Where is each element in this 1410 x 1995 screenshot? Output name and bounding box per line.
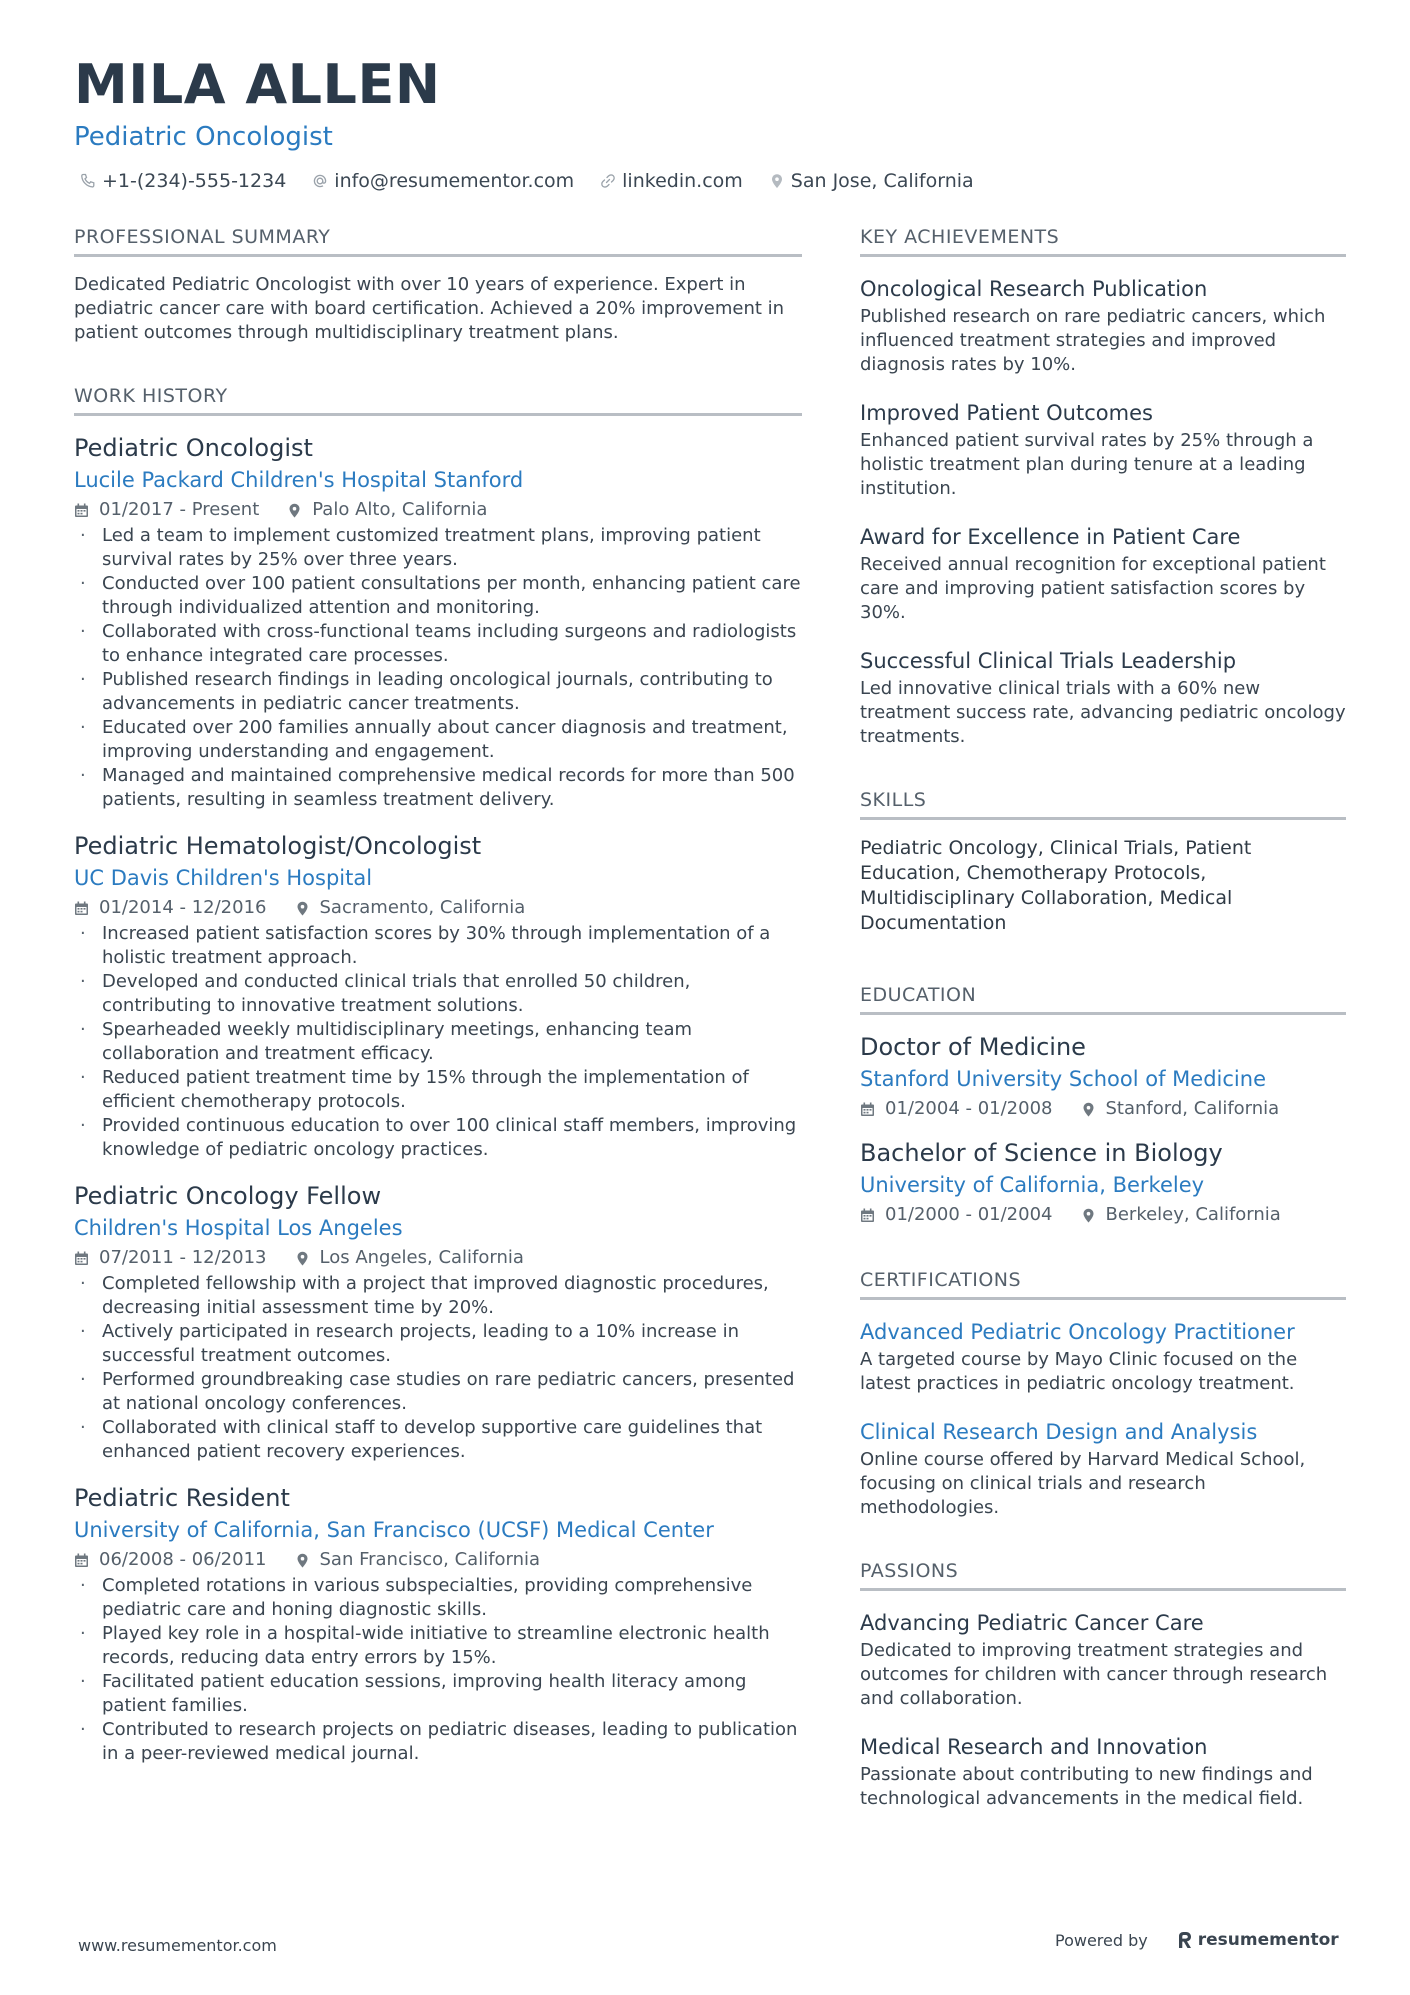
education-location: Berkeley, California bbox=[1105, 1204, 1281, 1225]
education-dates: 01/2000 - 01/2004 bbox=[885, 1204, 1053, 1225]
right-column bbox=[860, 226, 1346, 1831]
contact-bar bbox=[80, 170, 1000, 192]
achievements-heading: KEY ACHIEVEMENTS bbox=[860, 226, 1346, 257]
location-pin-icon bbox=[1081, 1208, 1096, 1223]
achievement-title: Oncological Research Publication bbox=[860, 277, 1208, 301]
job-role: Pediatric Resident bbox=[74, 1484, 290, 1512]
job-role: Pediatric Oncology Fellow bbox=[74, 1182, 382, 1210]
job-location: Palo Alto, California bbox=[312, 499, 488, 520]
location-pin-icon bbox=[287, 503, 302, 518]
list-item: · Collaborated with clinical staff to develop supportive care guidelines that enhanced patient recovery experiences. bbox=[74, 1416, 802, 1464]
calendar-icon bbox=[74, 901, 89, 916]
location-pin-icon bbox=[295, 1251, 310, 1266]
job-company: University of California, San Francisco (UCSF) Medical Center bbox=[74, 1518, 714, 1542]
job-bullets bbox=[74, 1272, 802, 1464]
achievement-title: Improved Patient Outcomes bbox=[860, 401, 1153, 425]
passion-desc: Dedicated to improving treatment strategies and outcomes for children with cancer through research and collaboration. bbox=[860, 1640, 1328, 1709]
calendar-icon bbox=[74, 1251, 89, 1266]
passions-heading: PASSIONS bbox=[860, 1560, 1346, 1591]
powered-by-label: Powered by bbox=[1055, 1930, 1148, 1950]
job-entry bbox=[74, 830, 802, 1162]
work-history-heading: WORK HISTORY bbox=[74, 385, 802, 416]
job-dates: 01/2017 - Present bbox=[99, 499, 260, 520]
job-location: Los Angeles, California bbox=[319, 1247, 524, 1268]
education-school: University of California, Berkeley bbox=[860, 1173, 1205, 1197]
job-company: Children's Hospital Los Angeles bbox=[74, 1216, 403, 1240]
education-meta bbox=[860, 1095, 1346, 1123]
achievement-desc: Received annual recognition for exceptional patient care and improving patient satisfaction scores by 30%. bbox=[860, 554, 1326, 623]
list-item: · Led a team to implement customized treatment plans, improving patient survival rates by 25% over three years. bbox=[74, 524, 802, 572]
job-location: Sacramento, California bbox=[319, 897, 526, 918]
email-text: info@resumementor.com bbox=[334, 170, 575, 192]
education-degree: Bachelor of Science in Biology bbox=[860, 1139, 1223, 1167]
job-meta bbox=[74, 894, 802, 922]
footer-branding bbox=[1055, 1930, 1339, 1950]
job-bullets bbox=[74, 922, 802, 1162]
job-dates: 01/2014 - 12/2016 bbox=[99, 897, 267, 918]
certification-desc: Online course offered by Harvard Medical School, focusing on clinical trials and research methodologies. bbox=[860, 1449, 1306, 1518]
passion-title: Advancing Pediatric Cancer Care bbox=[860, 1611, 1204, 1635]
achievement-item bbox=[860, 397, 1346, 501]
contact-location bbox=[769, 170, 974, 192]
education-heading: EDUCATION bbox=[860, 984, 1346, 1015]
achievement-title: Successful Clinical Trials Leadership bbox=[860, 649, 1237, 673]
candidate-title: Pediatric Oncologist bbox=[74, 122, 333, 152]
calendar-icon bbox=[860, 1208, 875, 1223]
list-item: · Performed groundbreaking case studies on rare pediatric cancers, presented at national oncology conferences. bbox=[74, 1368, 802, 1416]
job-company: Lucile Packard Children's Hospital Stanford bbox=[74, 468, 524, 492]
list-item: · Played key role in a hospital-wide initiative to streamline electronic health records, reducing data entry errors by 15%. bbox=[74, 1622, 802, 1670]
list-item: · Actively participated in research projects, leading to a 10% increase in successful treatment outcomes. bbox=[74, 1320, 802, 1368]
location-pin-icon bbox=[769, 173, 785, 189]
job-entry bbox=[74, 1180, 802, 1464]
passion-item bbox=[860, 1731, 1346, 1811]
list-item: · Contributed to research projects on pediatric diseases, leading to publication in a peer-reviewed medical journal. bbox=[74, 1718, 802, 1766]
link-icon bbox=[600, 173, 616, 189]
location-pin-icon bbox=[295, 1553, 310, 1568]
summary-text: Dedicated Pediatric Oncologist with over 10 years of experience. Expert in pediatric cancer care with board certification. Achieved a 20% improvement in patient outcomes through multidisciplinary treatment plans. bbox=[74, 274, 785, 343]
list-item: · Educated over 200 families annually about cancer diagnosis and treatment, improving understanding and engagement. bbox=[74, 716, 802, 764]
education-item bbox=[860, 1031, 1346, 1123]
calendar-icon bbox=[860, 1102, 875, 1117]
list-item: · Facilitated patient education sessions, improving health literacy among patient families. bbox=[74, 1670, 802, 1718]
job-bullets bbox=[74, 524, 802, 812]
list-item: · Conducted over 100 patient consultations per month, enhancing patient care through individualized attention and monitoring. bbox=[74, 572, 802, 620]
job-meta bbox=[74, 1546, 802, 1574]
left-column bbox=[74, 226, 802, 1784]
job-role: Pediatric Hematologist/Oncologist bbox=[74, 832, 482, 860]
achievement-item bbox=[860, 521, 1346, 625]
list-item: · Provided continuous education to over 100 clinical staff members, improving knowledge of pediatric oncology practices. bbox=[74, 1114, 802, 1162]
summary-heading: PROFESSIONAL SUMMARY bbox=[74, 226, 802, 257]
candidate-name: MILA ALLEN bbox=[74, 53, 441, 116]
skills-text: Pediatric Oncology, Clinical Trials, Patient Education, Chemotherapy Protocols, Multidisciplinary Collaboration, Medical Documentation bbox=[860, 837, 1252, 934]
list-item: · Managed and maintained comprehensive medical records for more than 500 patients, resulting in seamless treatment delivery. bbox=[74, 764, 802, 812]
brand-logo[interactable] bbox=[1178, 1930, 1339, 1950]
phone-icon bbox=[80, 173, 96, 189]
list-item: · Completed rotations in various subspecialties, providing comprehensive pediatric care and honing diagnostic skills. bbox=[74, 1574, 802, 1622]
job-entry bbox=[74, 432, 802, 812]
list-item: · Developed and conducted clinical trials that enrolled 50 children, contributing to innovative treatment solutions. bbox=[74, 970, 802, 1018]
contact-linkedin[interactable] bbox=[600, 170, 743, 192]
calendar-icon bbox=[74, 1553, 89, 1568]
job-dates: 07/2011 - 12/2013 bbox=[99, 1247, 267, 1268]
job-bullets bbox=[74, 1574, 802, 1766]
job-meta bbox=[74, 496, 802, 524]
certification-title: Clinical Research Design and Analysis bbox=[860, 1420, 1258, 1444]
contact-email[interactable] bbox=[312, 170, 574, 192]
list-item: · Published research findings in leading oncological journals, contributing to advancements in pediatric cancer treatments. bbox=[74, 668, 802, 716]
at-icon bbox=[312, 173, 328, 189]
certification-desc: A targeted course by Mayo Clinic focused on the latest practices in pediatric oncology treatment. bbox=[860, 1349, 1298, 1394]
education-degree: Doctor of Medicine bbox=[860, 1033, 1086, 1061]
achievement-title: Award for Excellence in Patient Care bbox=[860, 525, 1241, 549]
education-school: Stanford University School of Medicine bbox=[860, 1067, 1266, 1091]
certification-item bbox=[860, 1416, 1346, 1520]
achievement-desc: Enhanced patient survival rates by 25% through a holistic treatment plan during tenure at a leading institution. bbox=[860, 430, 1314, 499]
education-dates: 01/2004 - 01/2008 bbox=[885, 1098, 1053, 1119]
list-item: · Completed fellowship with a project that improved diagnostic procedures, decreasing initial assessment time by 20%. bbox=[74, 1272, 802, 1320]
footer-website-link[interactable]: www.resumementor.com bbox=[78, 1936, 277, 1955]
list-item: · Spearheaded weekly multidisciplinary meetings, enhancing team collaboration and treatment efficacy. bbox=[74, 1018, 802, 1066]
list-item: · Increased patient satisfaction scores by 30% through implementation of a holistic treatment approach. bbox=[74, 922, 802, 970]
job-dates: 06/2008 - 06/2011 bbox=[99, 1549, 267, 1570]
job-entry bbox=[74, 1482, 802, 1766]
location-pin-icon bbox=[295, 901, 310, 916]
job-location: San Francisco, California bbox=[319, 1549, 541, 1570]
achievement-desc: Published research on rare pediatric cancers, which influenced treatment strategies and improved diagnosis rates by 10%. bbox=[860, 306, 1326, 375]
education-item bbox=[860, 1137, 1346, 1229]
location-pin-icon bbox=[1081, 1102, 1096, 1117]
education-meta bbox=[860, 1201, 1346, 1229]
phone-text: +1-(234)-555-1234 bbox=[102, 170, 287, 192]
list-item: · Collaborated with cross-functional teams including surgeons and radiologists to enhance integrated care processes. bbox=[74, 620, 802, 668]
resumementor-logo-icon bbox=[1178, 1931, 1192, 1949]
education-location: Stanford, California bbox=[1105, 1098, 1280, 1119]
calendar-icon bbox=[74, 503, 89, 518]
certification-title: Advanced Pediatric Oncology Practitioner bbox=[860, 1320, 1295, 1344]
certification-item bbox=[860, 1316, 1346, 1396]
passion-desc: Passionate about contributing to new findings and technological advancements in the medical field. bbox=[860, 1764, 1313, 1809]
certifications-heading: CERTIFICATIONS bbox=[860, 1269, 1346, 1300]
job-role: Pediatric Oncologist bbox=[74, 434, 313, 462]
achievement-item bbox=[860, 645, 1346, 749]
passion-item bbox=[860, 1607, 1346, 1711]
achievement-desc: Led innovative clinical trials with a 60% new treatment success rate, advancing pediatric oncology treatments. bbox=[860, 678, 1346, 747]
contact-phone[interactable] bbox=[80, 170, 286, 192]
job-meta bbox=[74, 1244, 802, 1272]
list-item: · Reduced patient treatment time by 15% through the implementation of efficient chemotherapy protocols. bbox=[74, 1066, 802, 1114]
brand-name: resumementor bbox=[1197, 1930, 1339, 1950]
skills-heading: SKILLS bbox=[860, 789, 1346, 820]
location-text: San Jose, California bbox=[790, 170, 974, 192]
achievement-item bbox=[860, 273, 1346, 377]
passion-title: Medical Research and Innovation bbox=[860, 1735, 1208, 1759]
job-company: UC Davis Children's Hospital bbox=[74, 866, 373, 890]
linkedin-text: linkedin.com bbox=[622, 170, 743, 192]
